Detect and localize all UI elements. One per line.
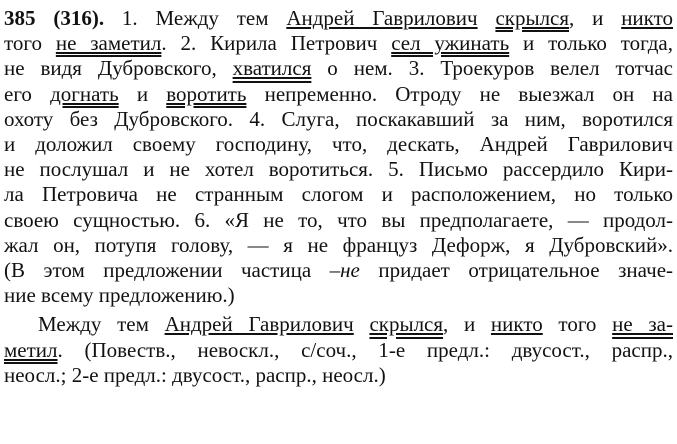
text-run: [478, 6, 496, 30]
text-run: не послушал и не хотел воротиться. 5. Письмо рассердило Кири-: [4, 157, 673, 182]
text-run: , и: [443, 312, 491, 337]
text-line: [4, 132, 673, 157]
text-run: [354, 312, 370, 336]
text-line: [4, 258, 673, 283]
text-run: того: [542, 312, 613, 337]
text-line: [4, 6, 673, 31]
text-run: и доложил своему господину, что, дескать, Андрей Гаврилович: [4, 132, 673, 157]
italic-particle: –не: [329, 258, 360, 283]
text-run: непременно. Отроду не выезжал он на: [246, 81, 673, 106]
text-run: придает отрицательное значе-: [359, 258, 674, 283]
text-line: [4, 56, 673, 81]
predicate-underlined: хватился: [232, 56, 312, 81]
text-line: [4, 82, 673, 107]
analysis-text: [4, 312, 673, 388]
line-content: [122, 6, 673, 30]
exercise-number: 385 (316).: [4, 6, 105, 30]
text-run: ла Петровича не странным слогом и расположением, но только: [4, 182, 673, 207]
subject-underlined: никто: [621, 6, 673, 30]
text-line: [4, 233, 673, 258]
predicate-underlined: скрылся: [369, 312, 444, 337]
text-line: [4, 31, 673, 56]
predicate-underlined: метил: [4, 337, 58, 362]
text-line: [4, 107, 673, 132]
text-line: [4, 363, 673, 388]
text-line: [4, 283, 673, 308]
text-run: охоту без Дубровского. 4. Слуга, поскакавший за ним, воротился: [4, 106, 673, 131]
text-run: неосл.; 2-е предл.: двусост., распр., неосл.): [4, 362, 386, 387]
exercise-page: [4, 6, 673, 388]
text-line: [4, 157, 673, 182]
text-line: [4, 182, 673, 207]
text-run: его: [4, 81, 51, 106]
text-line: [4, 208, 673, 233]
text-run: жал он, потупя голову, — я не француз Дефорж, я Дубровский».: [4, 232, 673, 257]
predicate-underlined: не за-: [612, 312, 673, 337]
text-run: . 2. Кирила Петрович: [161, 31, 392, 56]
text-run: ние всему предложению.): [4, 283, 235, 308]
predicate-underlined: сел ужинать: [391, 31, 510, 56]
text-run: и: [118, 81, 167, 106]
text-run: того: [4, 31, 56, 56]
text-run: , и: [569, 6, 622, 30]
predicate-underlined: воротить: [166, 81, 247, 106]
subject-underlined: никто: [490, 312, 543, 337]
exercise-text: [4, 6, 673, 308]
predicate-underlined: скрылся: [495, 6, 570, 30]
text-run: Между тем: [38, 312, 165, 337]
text-run: о нем. 3. Троекуров велел тотчас: [311, 56, 673, 81]
text-run: и только тогда,: [509, 31, 673, 56]
text-run: (В этом предложении частица: [4, 258, 330, 283]
text-run: 1. Между тем: [121, 6, 287, 30]
text-run: своею сущностью. 6. «Я не то, что вы предполагаете, — продол-: [4, 207, 673, 232]
predicate-underlined: догнать: [50, 81, 119, 106]
subject-underlined: Андрей Гаврилович: [286, 6, 478, 30]
subject-underlined: Андрей Гаврилович: [164, 312, 354, 337]
text-line: [4, 338, 673, 363]
text-run: не видя Дубровского,: [4, 56, 233, 81]
predicate-underlined: не заметил: [55, 31, 162, 56]
text-line: [4, 312, 673, 337]
text-run: . (Повеств., невоскл., с/соч., 1-е предл.: двусост., распр.,: [57, 337, 673, 362]
